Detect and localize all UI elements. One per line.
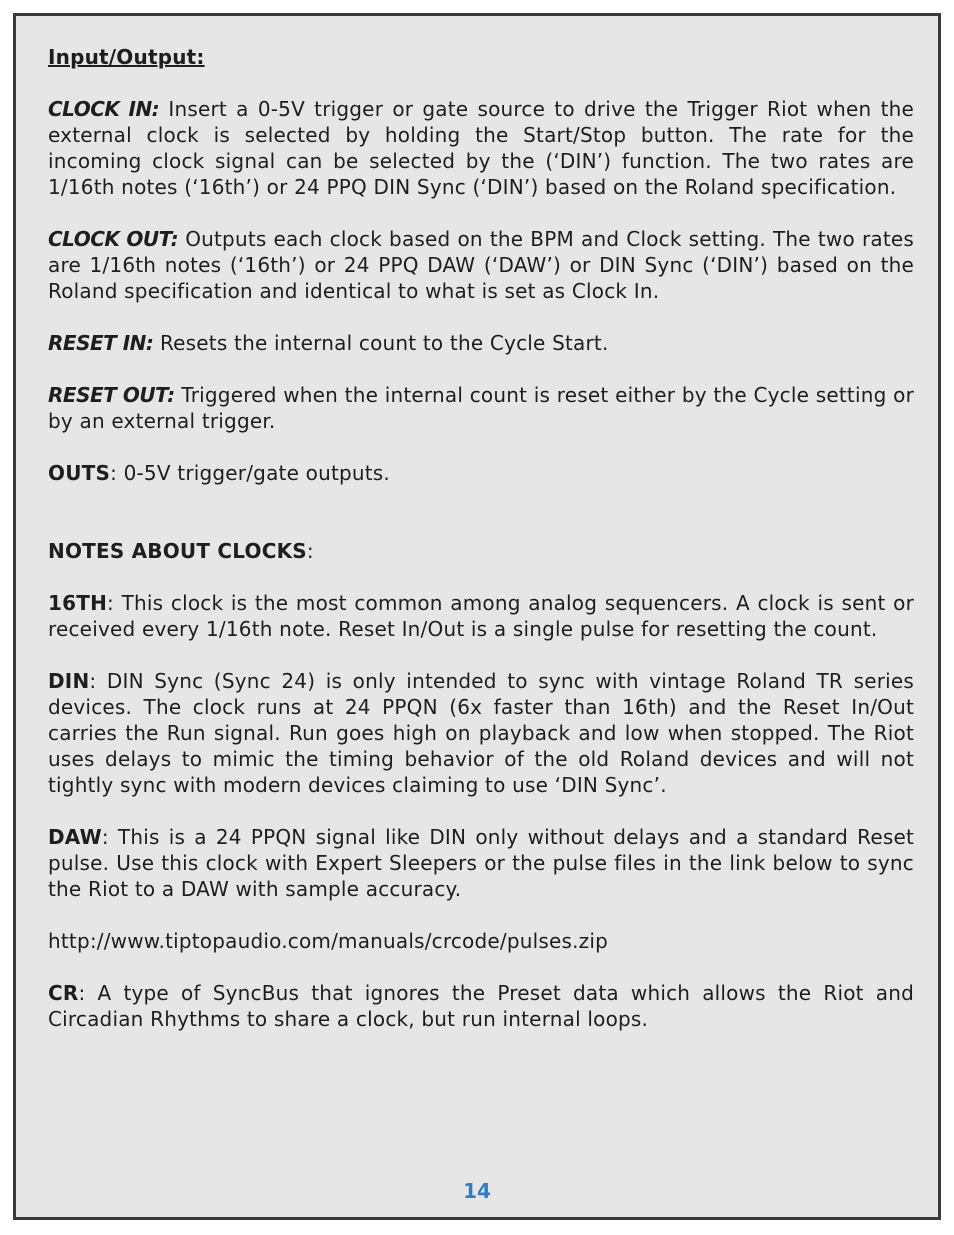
notes-heading-colon: :: [306, 539, 314, 563]
reset-in-term: RESET IN:: [48, 331, 154, 355]
clock-in-paragraph: [48, 96, 914, 200]
note-cr-text: : A type of SyncBus that ignores the Preset data which allows the Riot and Circadian Rhythms to share a clock, but run internal loops.: [48, 981, 914, 1031]
reset-in-text: Resets the internal count to the Cycle Start.: [153, 331, 609, 355]
note-cr-term: CR: [48, 981, 79, 1005]
reset-in-paragraph: [48, 330, 914, 356]
page-number: 14: [463, 1179, 491, 1203]
outs-term: OUTS: [48, 461, 111, 485]
note-16th-term: 16TH: [48, 591, 108, 615]
reset-out-text: Triggered when the internal count is reset either by the Cycle setting or by an external trigger.: [48, 383, 914, 433]
notes-heading-text: NOTES ABOUT CLOCKS: [48, 539, 307, 563]
notes-about-clocks-heading: [48, 538, 914, 564]
note-16th-text: : This clock is the most common among analog sequencers. A clock is sent or received every 1/16th note. Reset In/Out is a single pulse for resetting the count.: [48, 591, 914, 641]
page-frame: [13, 13, 941, 1220]
note-cr-paragraph: [48, 980, 914, 1032]
note-daw-term: DAW: [48, 825, 102, 849]
clock-in-text: Insert a 0-5V trigger or gate source to drive the Trigger Riot when the external clock is selected by holding the Start/Stop button. The rate for the incoming clock signal can be selected by the (‘DIN’) function. The two rates are 1/16th notes (‘16th’) or 24 PPQ DIN Sync (‘DIN’) based on the Roland specification.: [48, 97, 914, 199]
clock-out-term: CLOCK OUT:: [48, 227, 179, 251]
clock-in-term: CLOCK IN:: [48, 97, 160, 121]
note-daw-text: : This is a 24 PPQN signal like DIN only without delays and a standard Reset pulse. Use this clock with Expert Sleepers or the pulse files in the link below to sync the Riot to a DAW with sample accuracy.: [48, 825, 914, 901]
note-16th-paragraph: [48, 590, 914, 642]
note-din-paragraph: [48, 668, 914, 798]
pulses-download-link[interactable]: http://www.tiptopaudio.com/manuals/crcode/pulses.zip: [48, 929, 608, 953]
outs-paragraph: [48, 460, 914, 486]
input-output-heading: Input/Output:: [48, 45, 205, 69]
reset-out-term: RESET OUT:: [48, 383, 175, 407]
note-daw-paragraph: [48, 824, 914, 902]
note-din-text: : DIN Sync (Sync 24) is only intended to sync with vintage Roland TR series devices. The clock runs at 24 PPQN (6x faster than 16th) and the Reset In/Out carries the Run signal. Run goes high on playback and low when stopped. The Riot uses delays to mimic the timing behavior of the old Roland devices and will not tightly sync with modern devices claiming to use ‘DIN Sync’.: [48, 669, 914, 797]
note-din-term: DIN: [48, 669, 90, 693]
page-content: [48, 44, 914, 1058]
clock-out-text: Outputs each clock based on the BPM and Clock setting. The two rates are 1/16th notes (‘16th’) or 24 PPQ DAW (‘DAW’) or DIN Sync (‘DIN’) based on the Roland specification and identical to what is set as Clock In.: [48, 227, 914, 303]
outs-text: : 0-5V trigger/gate outputs.: [110, 461, 390, 485]
clock-out-paragraph: [48, 226, 914, 304]
reset-out-paragraph: [48, 382, 914, 434]
